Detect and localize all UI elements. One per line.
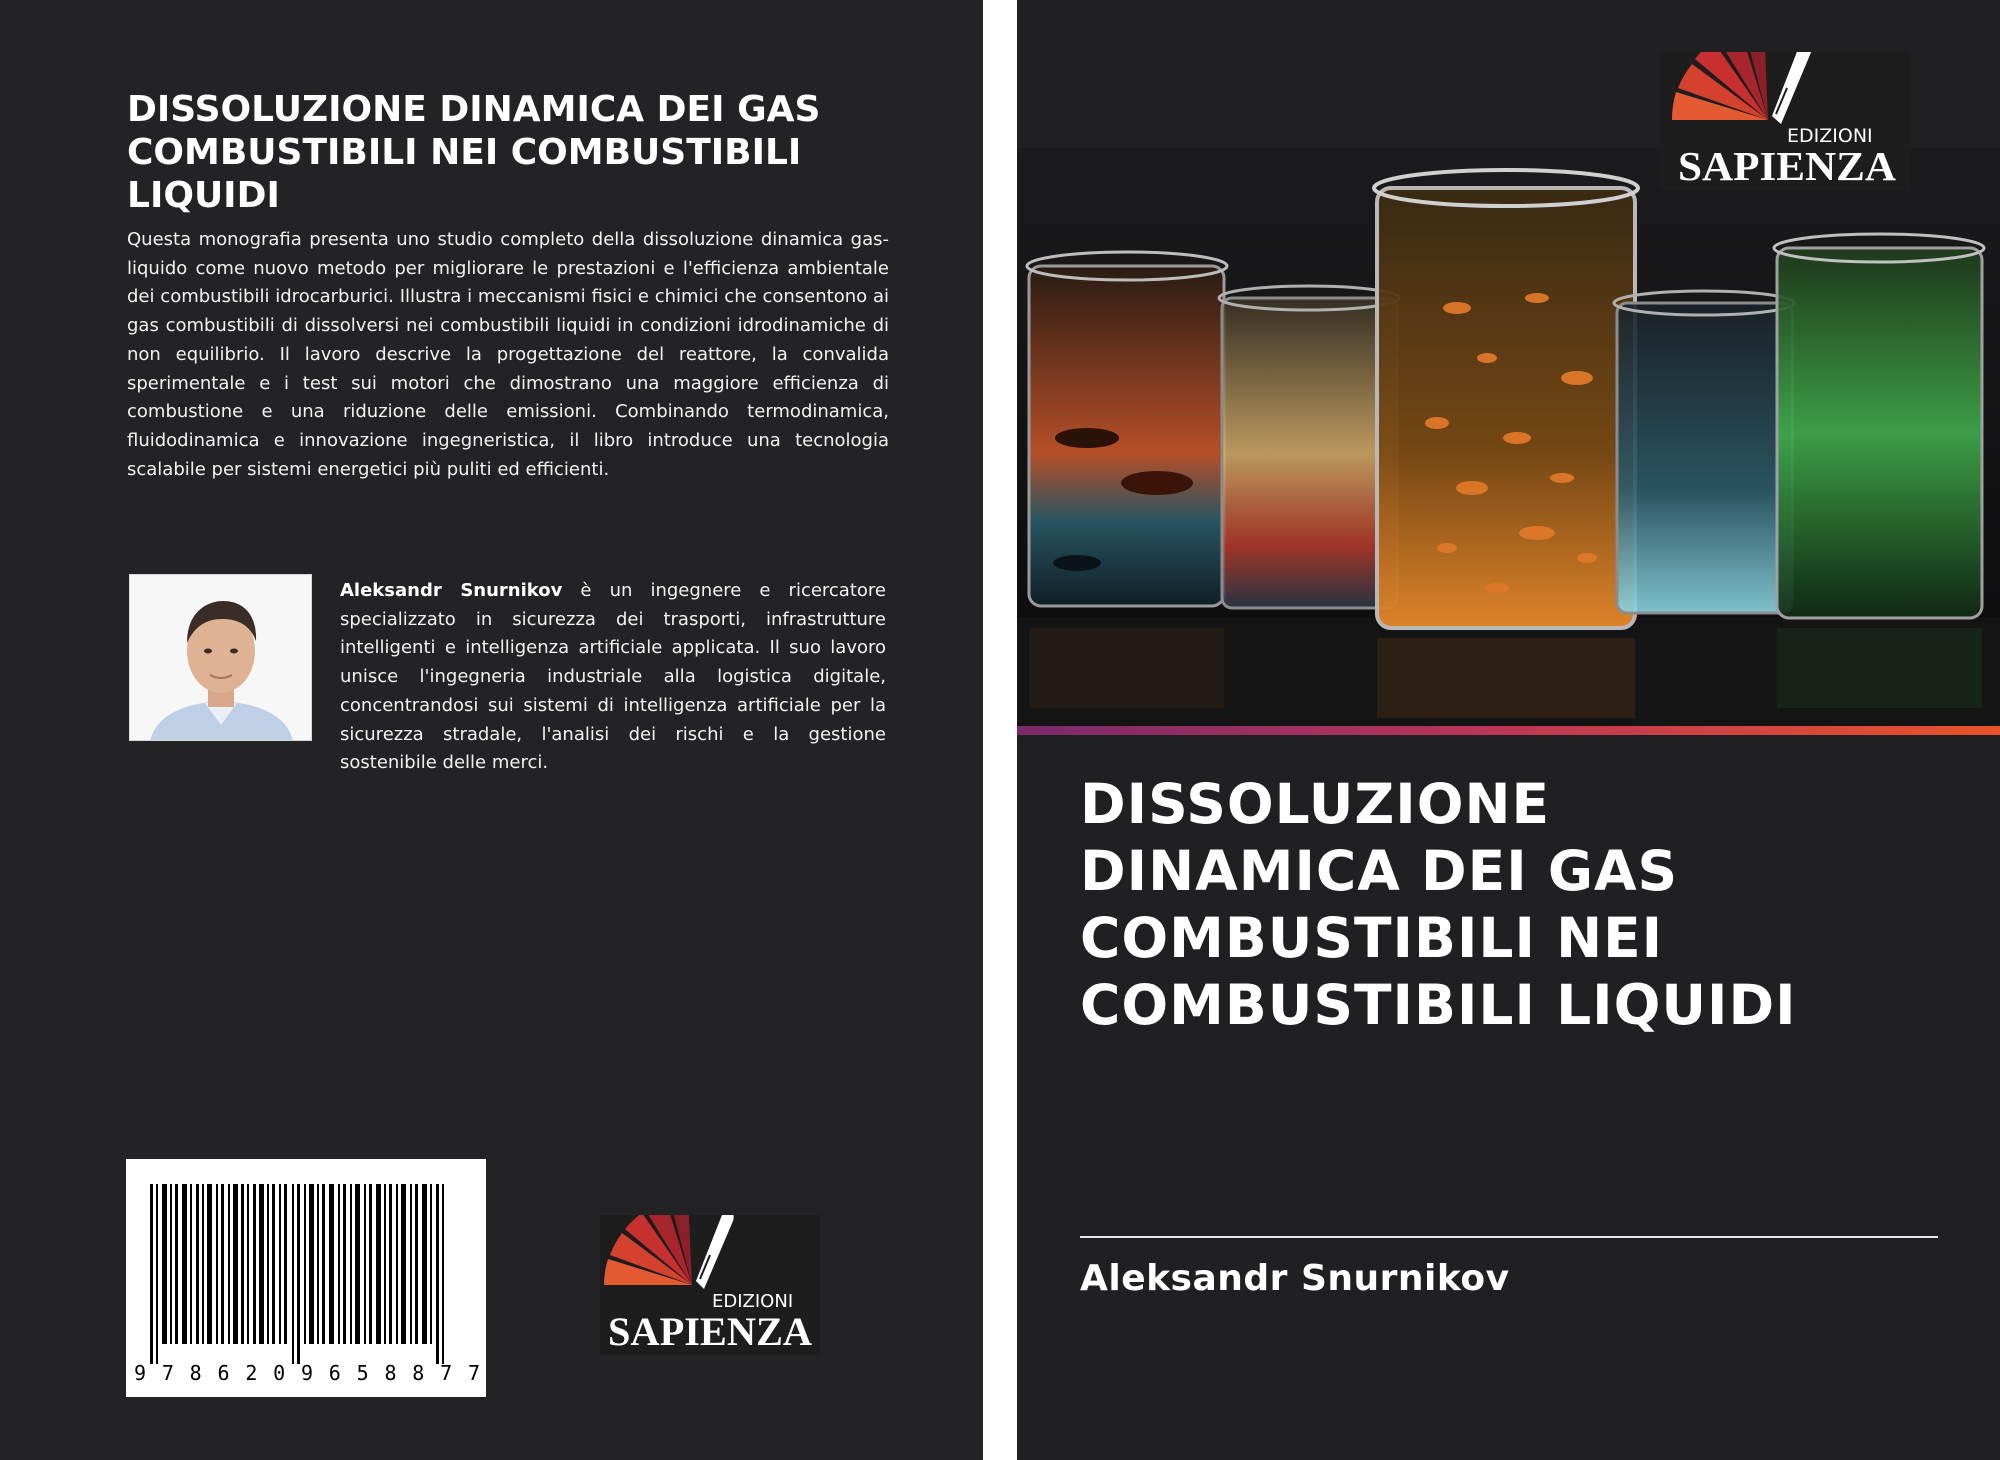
front-title [1080,771,1960,1039]
front-title-line: COMBUSTIBILI LIQUIDI [1080,973,1797,1037]
author-bio [340,577,886,778]
barcode-icon [146,1184,466,1364]
back-cover [0,0,983,1460]
isbn-digit: 7 [440,1361,453,1385]
front-author: Aleksandr Snurnikov [1080,1258,1510,1299]
accent-strip [1017,726,2000,735]
barcode [126,1159,486,1397]
divider [1080,1236,1938,1238]
isbn-digit: 7 [161,1361,174,1385]
beakers-image [1017,148,2000,726]
isbn-digit: 6 [217,1361,230,1385]
publisher-logo-front [1660,52,1910,190]
spine-gap [983,0,1017,1460]
front-title-line: COMBUSTIBILI NEI [1080,906,1664,970]
isbn-digit: 7 [467,1361,480,1385]
isbn-digit: 9 [300,1361,314,1385]
publisher-logo-back [600,1215,820,1355]
front-title-line: DISSOLUZIONE [1080,772,1551,836]
isbn-digits [134,1361,480,1385]
author-photo [129,574,312,741]
author-bio-text: è un ingegnere e ricercatore specializzato in sicurezza dei trasporti, infrastrutture intelligenti e intelligenza artificiale applicata. Il suo lavoro unisce l'ingegneria industriale alla logistica digitale, concentrandosi sui sistemi di intelligenza artificiale per la sicurezza stradale, l'analisi dei rischi e la gestione sostenibile delle merci. [340,580,886,774]
back-description: Questa monografia presenta uno studio completo della dissoluzione dinamica gas-liquido come nuovo metodo per migliorare le prestazioni e l'efficienza ambientale dei combustibili idrocarburici. Illustra i meccanismi fisici e chimici che consentono ai gas combustibili di dissolversi nei combustibili liquidi in condizioni idrodinamiche di non equilibrio. Il lavoro descrive la progettazione del reattore, la convalida sperimentale e i test sui motori che dimostrano una maggiore efficienza di combustione e una riduzione delle emissioni. Combinando termodinamica, fluidodinamica e innovazione ingegneristica, il libro introduce una tecnologia scalabile per sistemi energetici più puliti ed efficienti. [127,229,889,480]
isbn-digit: 8 [189,1361,202,1385]
isbn-digit: 6 [328,1361,341,1385]
isbn-digit: 2 [245,1361,258,1385]
front-cover [1017,0,2000,1460]
publisher-big-text: SAPIENZA [1678,143,1897,189]
isbn-digit: 0 [273,1361,286,1385]
author-name: Aleksandr Snurnikov [340,580,563,601]
back-title: DISSOLUZIONE DINAMICA DEI GAS COMBUSTIBILI NEI COMBUSTIBILI LIQUIDI [127,89,821,216]
isbn-digit: 5 [356,1361,369,1385]
front-title-line: DINAMICA DEI GAS [1080,839,1679,903]
isbn-digit: 8 [412,1361,425,1385]
publisher-small-text: EDIZIONI [712,1291,794,1312]
publisher-logo-icon [1660,52,1910,190]
publisher-small-text: EDIZIONI [1787,125,1873,147]
isbn-digit: 8 [384,1361,397,1385]
publisher-big-text: SAPIENZA [608,1309,813,1354]
isbn-digit: 9 [134,1361,147,1385]
publisher-logo-icon [600,1215,820,1355]
